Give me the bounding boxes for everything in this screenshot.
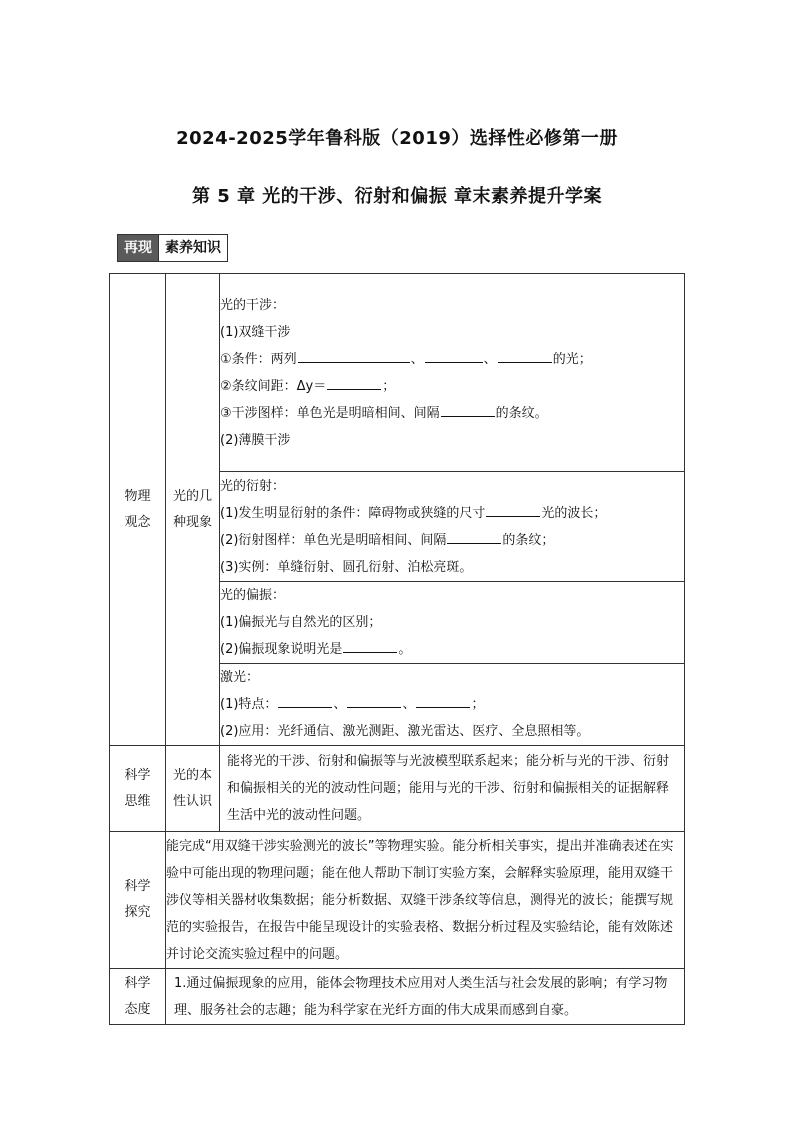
laser-cell: 激光： (1)特点： 、 、 ； (2)应用：光纤通信、激光测距、激光雷达、医疗、全息照相等。	[220, 664, 685, 746]
blank-line[interactable]	[347, 693, 401, 708]
blank-line[interactable]	[498, 348, 552, 363]
subcategory-cell: 光的本 性认识	[166, 746, 220, 832]
blank-line[interactable]	[278, 693, 332, 708]
blank-line[interactable]	[441, 402, 495, 417]
table-row	[110, 832, 685, 969]
blank-line[interactable]	[447, 529, 501, 544]
document-title: 2024-2025学年鲁科版（2019）选择性必修第一册	[176, 128, 618, 149]
category-cell: 科学 态度	[110, 969, 166, 1025]
table-row	[110, 746, 685, 832]
diffraction-cell: 光的衍射： (1)发生明显衍射的条件：障碍物或狭缝的尺寸 光的波长； (2)衍射图样：单色光是明暗相间、间隔 的条纹； (3)实例：单缝衍射、圆孔衍射、泊松亮斑。	[220, 472, 685, 582]
subcategory-cell: 光的几 种现象	[166, 274, 220, 746]
badge-right: 素养知识	[158, 235, 227, 261]
blank-line[interactable]	[416, 693, 470, 708]
inquiry-cell: 能完成“用双缝干涉实验测光的波长”等物理实验。能分析相关事实，提出并准确表述在实验中可能出现的物理问题；能在他人帮助下制订实验方案，会解释实验原理，能用双缝干涉仪等相关器材收集数据；能分析数据、双缝干涉条纹等信息，测得光的波长；能撰写规范的实验报告，在报告中能呈现设计的实验表格、数据分析过程及实验结论，能有效陈述并讨论交流实验过程中的问题。	[166, 832, 685, 969]
chapter-title: 第 5 章 光的干涉、衍射和偏振 章末素养提升学案	[191, 186, 603, 207]
section-badge	[117, 234, 228, 262]
blank-line[interactable]	[298, 348, 410, 363]
polarization-cell: 光的偏振： (1)偏振光与自然光的区别； (2)偏振现象说明光是 。	[220, 582, 685, 664]
blank-line[interactable]	[425, 348, 483, 363]
interference-cell: 光的干涉： (1)双缝干涉 ①条件：两列 、 、 的光； ②条纹间距：Δy＝ ； ③干涉图样：单色光是明暗相间、间隔 的条纹。 (2)薄膜干涉	[220, 274, 685, 472]
table-row	[110, 274, 685, 472]
category-cell: 物理 观念	[110, 274, 166, 746]
category-cell: 科学 思维	[110, 746, 166, 832]
badge-left: 再现	[118, 235, 158, 261]
blank-line[interactable]	[486, 502, 540, 517]
thinking-cell: 能将光的干涉、衍射和偏振等与光波模型联系起来；能分析与光的干涉、衍射和偏振相关的光的波动性问题；能用与光的干涉、衍射和偏振相关的证据解释生活中光的波动性问题。	[220, 746, 685, 832]
blank-line[interactable]	[327, 375, 381, 390]
literacy-table	[109, 273, 685, 1025]
table-row	[110, 969, 685, 1025]
blank-line[interactable]	[343, 638, 397, 653]
category-cell: 科学 探究	[110, 832, 166, 969]
attitude-cell: 1.通过偏振现象的应用，能体会物理技术应用对人类生活与社会发展的影响；有学习物理、服务社会的志趣；能为科学家在光纤方面的伟大成果而感到自豪。	[166, 969, 685, 1025]
